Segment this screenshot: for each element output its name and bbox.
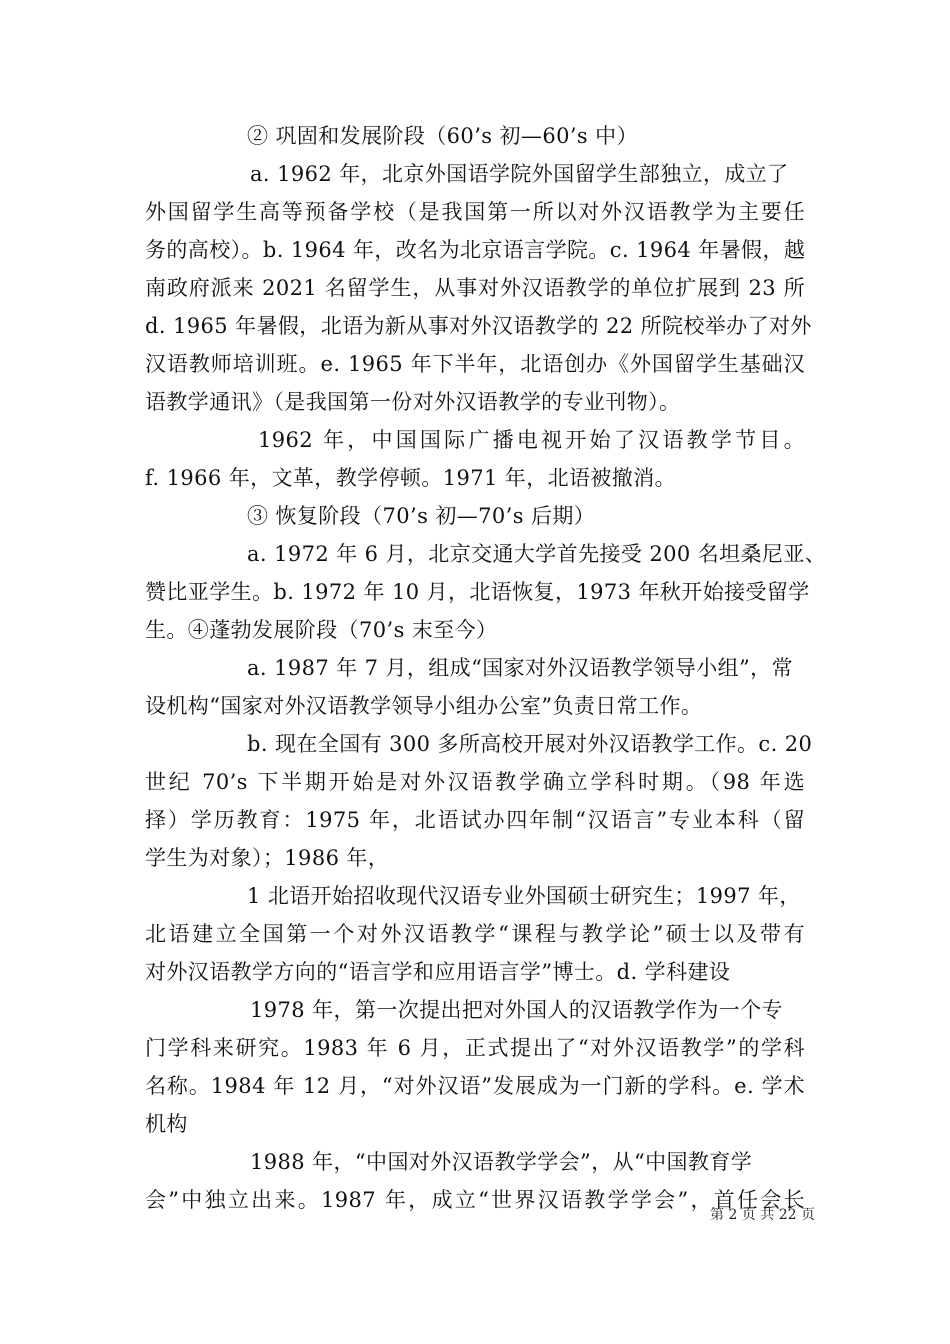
paragraph-line: 世纪 70’s 下半期开始是对外汉语教学确立学科时期。（98 年选	[145, 770, 805, 794]
paragraph-line: 1988 年，“中国对外汉语教学学会”，从“中国教育学	[250, 1150, 753, 1174]
paragraph-line: 会”中独立出来。1987 年，成立“世界汉语教学学会”，首任会长	[145, 1188, 805, 1212]
paragraph-line: 北语建立全国第一个对外汉语教学“课程与教学论”硕士以及带有	[145, 922, 805, 946]
paragraph-line: b. 现在全国有 300 多所高校开展对外汉语教学工作。c. 20	[247, 732, 813, 756]
paragraph-line: 设机构“国家对外汉语教学领导小组办公室”负责日常工作。	[145, 694, 703, 718]
paragraph-line: 生。④蓬勃发展阶段（70’s 末至今）	[145, 618, 498, 642]
paragraph-line: 务的高校）。b. 1964 年，改名为北京语言学院。c. 1964 年暑假，越	[145, 238, 806, 262]
paragraph-line: a. 1972 年 6 月，北京交通大学首先接受 200 名坦桑尼亚、	[247, 542, 827, 566]
paragraph-line: 机构	[145, 1112, 188, 1136]
section-heading-2: ② 巩固和发展阶段（60’s 初—60’s 中）	[247, 124, 638, 148]
paragraph-line: 南政府派来 2021 名留学生，从事对外汉语教学的单位扩展到 23 所	[145, 276, 805, 300]
paragraph-line: 外国留学生高等预备学校（是我国第一所以对外汉语教学为主要任	[145, 200, 805, 224]
paragraph-line: 赞比亚学生。b. 1972 年 10 月，北语恢复，1973 年秋开始接受留学	[145, 580, 810, 604]
paragraph-line: a. 1987 年 7 月，组成“国家对外汉语教学领导小组”，常	[247, 656, 793, 680]
paragraph-line: 1 北语开始招收现代汉语专业外国硕士研究生；1997 年，	[247, 884, 801, 908]
paragraph-line: 名称。1984 年 12 月，“对外汉语”发展成为一门新的学科。e. 学术	[145, 1074, 805, 1098]
paragraph-line: d. 1965 年暑假，北语为新从事对外汉语教学的 22 所院校举办了对外	[145, 314, 812, 338]
paragraph-line: 学生为对象）；1986 年，	[145, 846, 390, 870]
paragraph-line: f. 1966 年，文革，教学停顿。1971 年，北语被撤消。	[145, 466, 677, 490]
paragraph-line: a. 1962 年，北京外国语学院外国留学生部独立，成立了	[250, 162, 789, 186]
paragraph-line: 汉语教师培训班。e. 1965 年下半年，北语创办《外国留学生基础汉	[145, 352, 805, 376]
paragraph-line: 门学科来研究。1983 年 6 月，正式提出了“对外汉语教学”的学科	[145, 1036, 805, 1060]
paragraph-line: 对外汉语教学方向的“语言学和应用语言学”博士。d. 学科建设	[145, 960, 731, 984]
paragraph-line: 1978 年，第一次提出把对外国人的汉语教学作为一个专	[250, 998, 783, 1022]
paragraph-line: 语教学通讯》（是我国第一份对外汉语教学的专业刊物）。	[145, 390, 681, 414]
section-heading-3: ③ 恢复阶段（70’s 初—70’s 后期）	[247, 504, 596, 528]
paragraph-line: 择）学历教育：1975 年，北语试办四年制“汉语言”专业本科（留	[145, 808, 805, 832]
paragraph-line: 1962 年，中国国际广播电视开始了汉语教学节目。	[258, 428, 805, 452]
page-footer: 第 2 页 共 22 页	[710, 1207, 815, 1223]
